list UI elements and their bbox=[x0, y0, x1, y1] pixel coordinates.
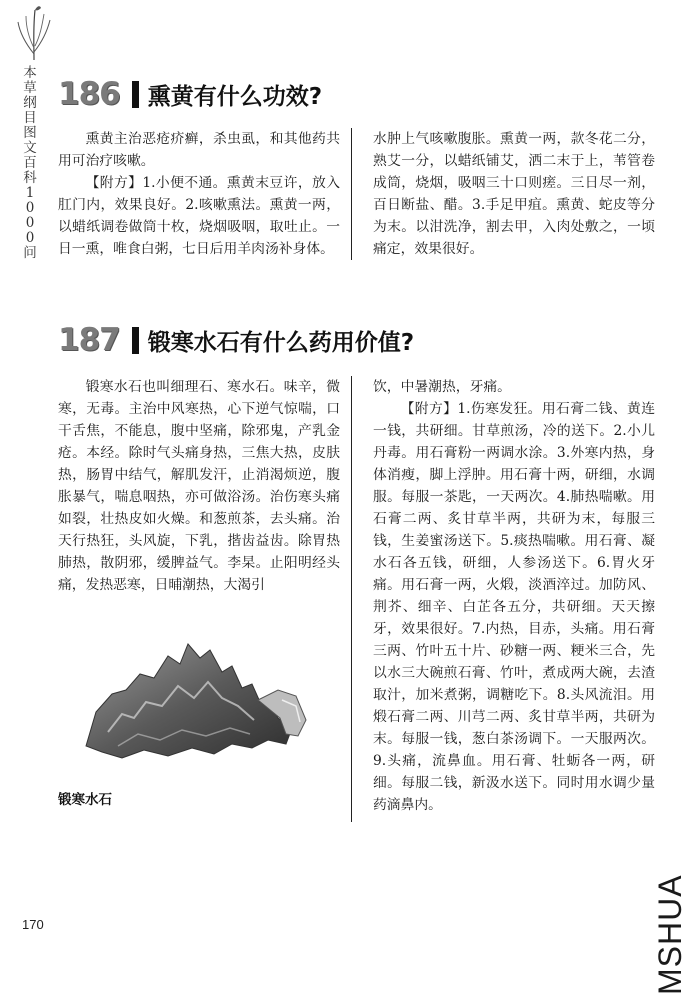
section-186-right-column bbox=[373, 128, 655, 260]
page-number: 170 bbox=[22, 917, 44, 932]
mineral-stone-image bbox=[82, 636, 310, 761]
column-divider bbox=[351, 376, 352, 822]
paragraph: 水肿上气咳嗽腹胀。熏黄一两，款冬花二分，熟艾一分，以蜡纸铺艾，洒二末于上，苇管卷成筒，烧烟，吸咽三十口则瘥。三日尽一剂，百日断盐、醋。3.手足甲疽。熏黄、蛇皮等分为末。以泔洗净，割去甲，入肉处敷之，一顷痛定，效果很好。 bbox=[373, 131, 655, 257]
section-title-bar bbox=[132, 327, 139, 354]
image-caption: 锻寒水石 bbox=[58, 792, 112, 808]
paragraph: 【附方】1.伤寒发狂。用石膏二钱、黄连一钱，共研细。甘草煎汤，冷的送下。2.小儿丹毒。用石膏粉一两调水涂。3.外寒内热，身体消瘦，脚上浮肿。用石膏十两，研细，水调服。每服一茶匙，一天两次。4.肺热喘嗽。用石膏二两、炙甘草半两，共研为末，每服三钱，生姜蜜汤送下。5.痰热喘嗽。用石膏、凝水石各五钱，研细，人参汤送下。6.胃火牙痛。用石膏一两，火煅，淡酒淬过。加防风、荆芥、细辛、白芷各五分，共研细。天天擦牙，效果很好。7.内热，目赤，头痛。用石膏三两、竹叶五十片、砂糖一两、粳米三合，先以水三大碗煎石膏、竹叶，煮成两大碗，去渣取汁，加米煮粥，调糖吃下。8.头风流泪。用煅石膏二两、川芎二两、炙甘草半两，共研为末。每服一钱，葱白茶汤调下。一天服两次。9.头痛，流鼻血。用石膏、牡蛎各一两，研细。每服二钱，新汲水送下。同时用水调少量药滴鼻内。 bbox=[373, 401, 655, 813]
paragraph: 【附方】1.小便不通。熏黄末豆许，放入肛门内，效果良好。2.咳嗽熏法。熏黄一两，以蜡纸调卷做筒十枚，烧烟吸咽，取吐止。一日一熏，唯食白粥，七日后用羊肉汤补身体。 bbox=[58, 175, 340, 257]
section-number: 187 bbox=[58, 322, 120, 358]
section-number: 186 bbox=[58, 76, 120, 112]
column-divider bbox=[351, 128, 352, 260]
section-186-header bbox=[58, 74, 322, 114]
paragraph: 熏黄主治恶疮疥癣，杀虫虱，和其他药共用可治疗咳嗽。 bbox=[58, 131, 340, 169]
paragraph: 饮，中暑潮热，牙痛。 bbox=[373, 379, 511, 395]
section-title: 锻寒水石有什么药用价值? bbox=[147, 329, 415, 356]
section-187-left-column bbox=[58, 376, 340, 596]
section-187-right-column bbox=[373, 376, 655, 816]
section-title: 熏黄有什么功效? bbox=[147, 83, 323, 110]
watermark-text: MSHUA bbox=[652, 874, 688, 995]
section-187-header bbox=[58, 320, 414, 360]
paragraph: 锻寒水石也叫细理石、寒水石。味辛，微寒，无毒。主治中风寒热，心下逆气惊喘，口干舌焦，不能息，腹中坚痛，除邪鬼，产乳金疮。本经。除时气头痛身热，三焦大热，皮肤热，肠胃中结气，解肌发汗，止消渴烦逆，腹胀暴气，喘息咽热，亦可做浴汤。治伤寒头痛如裂，壮热皮如火燥。和葱煎茶，去头痛。治天行热狂，头风旋，下乳，揩齿益齿。除胃热肺热，散阴邪，缓脾益气。李杲。止阳明经头痛，发热恶寒，日晡潮热，大渴引 bbox=[58, 379, 340, 593]
section-title-bar bbox=[132, 81, 139, 108]
plant-decoration-icon bbox=[14, 4, 54, 62]
section-186-left-column bbox=[58, 128, 340, 260]
book-side-title: 本草纲目图文百科1000问 bbox=[23, 65, 37, 261]
